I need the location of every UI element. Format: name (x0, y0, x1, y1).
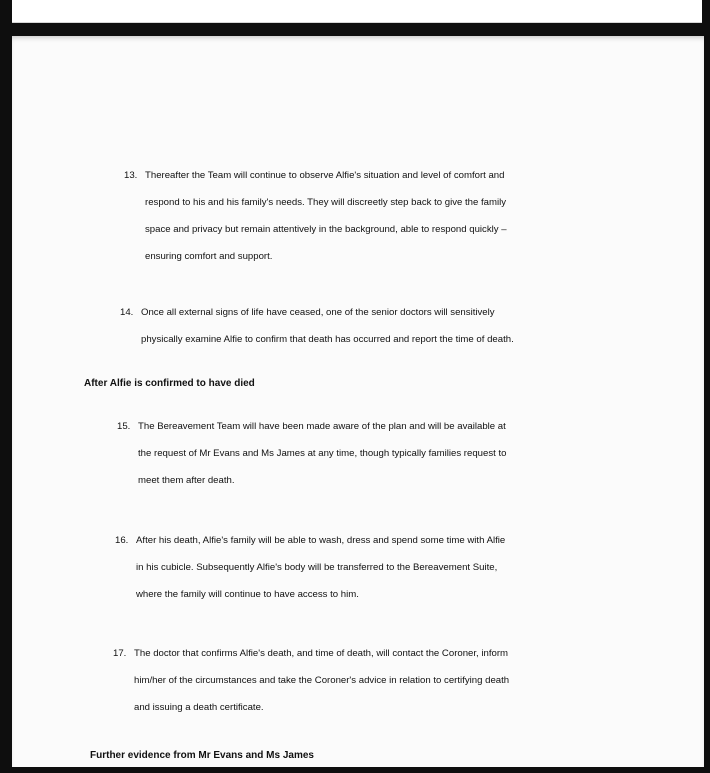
paragraph-line: where the family will continue to have access to him. (136, 589, 359, 600)
paragraph-16 (115, 527, 506, 608)
paragraph-line: the request of Mr Evans and Ms James at any time, though typically families request to (138, 448, 507, 459)
section-heading-further-evidence: Further evidence from Mr Evans and Ms James (90, 750, 314, 761)
paragraph-line: physically examine Alfie to confirm that death has occurred and report the time of death. (141, 334, 514, 345)
paragraph-line: him/her of the circumstances and take the Coroner's advice in relation to certifying death (134, 675, 510, 686)
paragraph-number: 13. (124, 170, 138, 181)
paragraph-14 (120, 299, 514, 353)
section-heading-after-death: After Alfie is confirmed to have died (84, 378, 255, 389)
paragraph-number: 15. (117, 421, 131, 432)
paragraph-line: and issuing a death certificate. (134, 702, 264, 713)
paragraph-line: ensuring comfort and support. (145, 251, 273, 262)
paragraph-line: After his death, Alfie's family will be able to wash, dress and spend some time with Alfie (136, 535, 506, 546)
paragraph-line: Once all external signs of life have ceased, one of the senior doctors will sensitively (141, 307, 495, 318)
paragraph-line: meet them after death. (138, 475, 235, 486)
paragraph-line: respond to his and his family's needs. They will discreetly step back to give the family (145, 197, 507, 208)
paragraph-line: space and privacy but remain attentively in the background, able to respond quickly – (145, 224, 507, 235)
paragraph-15 (117, 413, 507, 494)
previous-page-edge (12, 0, 702, 23)
paragraph-number: 14. (120, 307, 134, 318)
paragraph-number: 16. (115, 535, 129, 546)
paragraph-line: The doctor that confirms Alfie's death, and time of death, will contact the Coroner, inform (134, 648, 509, 659)
paragraph-number: 17. (113, 648, 127, 659)
paragraph-13 (124, 162, 507, 270)
paragraph-line: in his cubicle. Subsequently Alfie's body will be transferred to the Bereavement Suite, (136, 562, 498, 573)
paragraph-17 (113, 640, 510, 721)
paragraph-line: The Bereavement Team will have been made aware of the plan and will be available at (138, 421, 506, 432)
paragraph-line: Thereafter the Team will continue to observe Alfie's situation and level of comfort and (145, 170, 505, 181)
document-page (12, 36, 704, 767)
